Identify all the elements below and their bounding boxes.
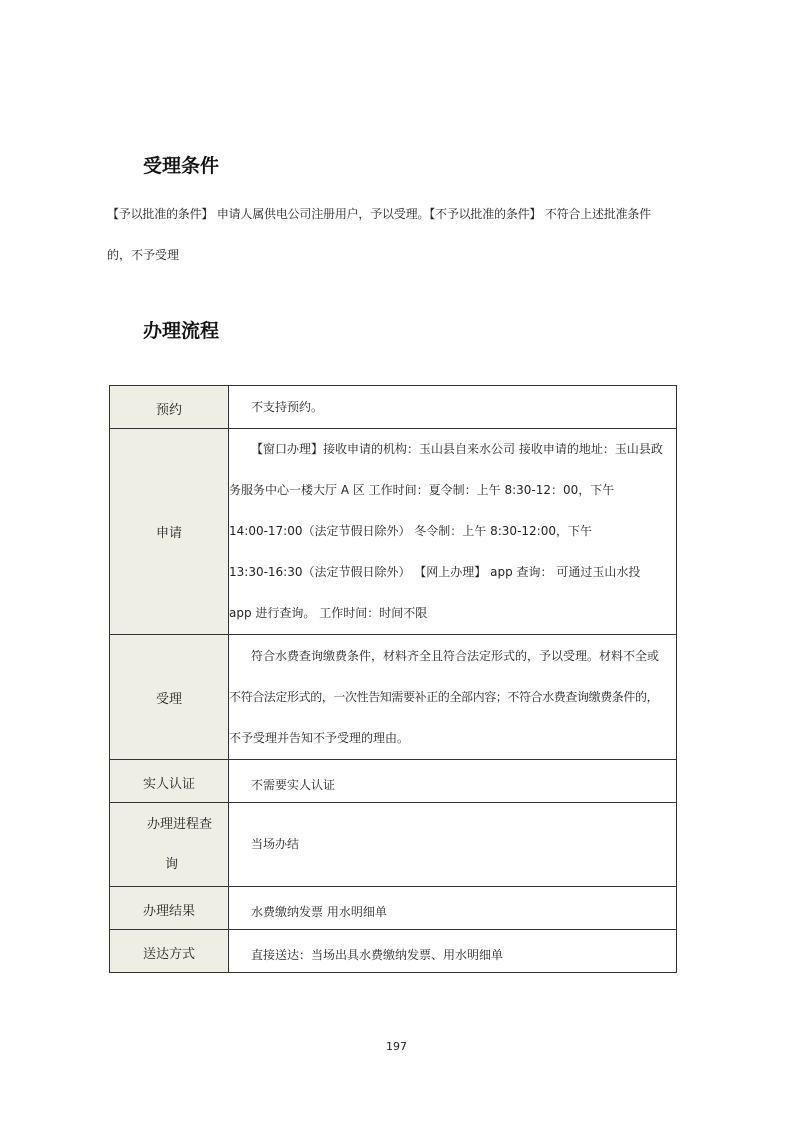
paragraph-line: 【予以批准的条件】 申请人属供电公司注册用户，予以受理。【不予以批准的条件】 不符合上述批准条件 [107,207,652,221]
row-content: 不需要实人认证 [229,760,677,803]
row-content: 水费缴纳发票 用水明细单 [229,887,677,930]
process-table [109,385,677,973]
row-label: 预约 [110,386,229,429]
table-row-appointment [110,386,677,429]
page-number: 197 [386,1040,407,1053]
row-label: 受理 [110,635,229,760]
table-row-acceptance [110,635,677,760]
content-line: app 进行查询。 工作时间：时间不限 [229,606,428,620]
table-row-progress-query [110,803,677,887]
row-content: 直接送达：当场出具水费缴纳发票、用水明细单 [229,930,677,973]
content-line: 14:00-17:00（法定节假日除外） 冬令制：上午 8:30-12:00，下午 [229,524,592,538]
table-row-result [110,887,677,930]
content-line: 不符合法定形式的，一次性告知需要补正的全部内容；不符合水费查询缴费条件的， [229,689,659,704]
row-content: 当场办结 [229,803,677,887]
paragraph-line: 的，不予受理 [107,248,180,262]
table-row-identity-verification [110,760,677,803]
section-title-acceptance-conditions: 受理条件 [143,155,220,177]
content-line: 务服务中心一楼大厅 A 区 工作时间：夏令制：上午 8:30-12：00，下午 [229,483,615,497]
row-label: 办理进程查 询 [110,803,229,887]
content-line: 符合水费查询缴费条件，材料齐全且符合法定形式的，予以受理。材料不全或 [251,648,660,663]
table-row-application [110,429,677,635]
row-label: 申请 [110,429,229,635]
content-line: 13:30-16:30（法定节假日除外） 【网上办理】 app 查询： 可通过玉山水投 [229,565,641,579]
row-label: 办理结果 [110,887,229,930]
table-row-delivery [110,930,677,973]
content-line: 不予受理并告知不予受理的理由。 [229,730,410,745]
acceptance-conditions-paragraph [107,205,697,265]
row-content: 不支持预约。 [229,386,677,429]
row-label: 送达方式 [110,930,229,973]
content-line: 【窗口办理】接收申请的机构：玉山县自来水公司 接收申请的地址：玉山县政 [251,442,663,456]
row-label: 实人认证 [110,760,229,803]
section-title-process: 办理流程 [143,320,220,342]
row-content [229,429,677,635]
row-content [229,635,677,760]
